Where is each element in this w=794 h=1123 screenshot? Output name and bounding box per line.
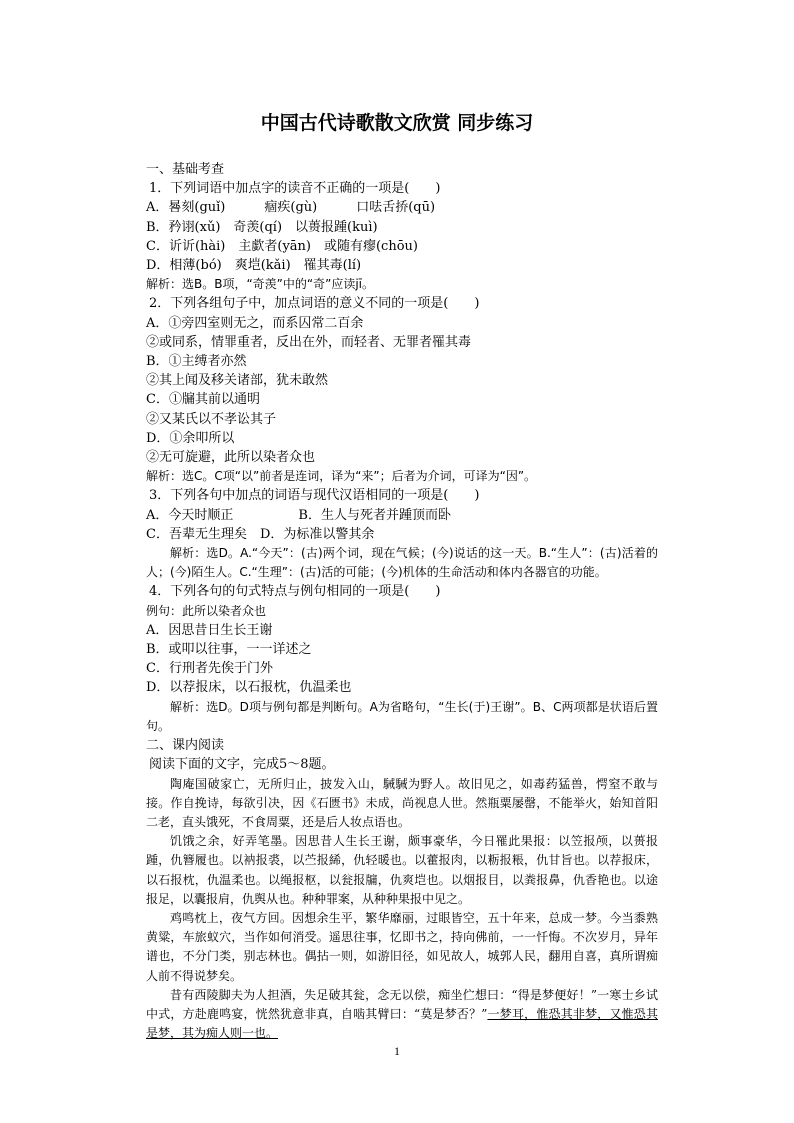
- analysis-line: 解析：选C。C项“以”前者是连词，译为“来”；后者为介词，可译为“因”。: [146, 469, 537, 484]
- passage-paragraph: 鸡鸣枕上，夜气方回。因想余生平，繁华靡丽，过眼皆空，五十年来，总成一梦。今当黍熟黄粱，车旅蚁穴，当作如何消受。遥思往事，忆即书之，持向佛前，一一忏悔。不次岁月，异年谱也，不分门类，别志林也。偶拈一则，如游旧径，如见故人，城郭人民，翻用自喜，真所谓痴人前不得说梦矣。: [146, 910, 658, 983]
- passage-paragraph: 陶庵国破家亡，无所归止，披发入山，駴駴为野人。故旧见之，如毒药猛兽，愕窒不敢与接。作自挽诗，每欲引决，因《石匮书》未成，尚视息人世。然瓶粟屡罄，不能举火，始知首阳二老，直头饿死，不食周粟，还是后人妆点语也。: [146, 776, 658, 829]
- option-line: B．①主缚者亦然: [146, 354, 247, 370]
- option-line: A．因思昔日生长王谢: [146, 622, 273, 638]
- option-line: ②或同系，情罪重者，反出在外，而轻者、无罪者罹其毒: [146, 334, 472, 350]
- question-line: 2．下列各组句子中，加点词语的意义不同的一项是( ): [149, 296, 480, 312]
- section-heading: 一、基础考查: [146, 162, 225, 177]
- section-heading: 二、课内阅读: [146, 738, 225, 754]
- document-body: [146, 160, 658, 1043]
- question-line: 1．下列词语中加点字的读音不正确的一项是( ): [149, 181, 441, 197]
- option-line: A．①旁四室则无之，而系囚常二百余: [146, 315, 364, 331]
- analysis-paragraph: 解析：选D。D项与例句都是判断句。A为省略句，“生长(于)王谢”。B、C两项都是状语后置句。: [146, 699, 658, 733]
- option-line: ②又某氏以不孝讼其子: [146, 411, 277, 427]
- option-line: C．行刑者先俟于门外: [146, 661, 273, 677]
- option-line: C．①牖其前以通明: [146, 392, 260, 408]
- option-line: ②无可旋避，此所以染者众也: [146, 450, 316, 466]
- option-line: ②其上闻及移关诸部，犹未敢然: [146, 373, 329, 389]
- option-line: A．今天时顺正 B．生人与死者并踵顶而卧: [146, 507, 451, 523]
- passage-paragraph: [146, 986, 658, 1044]
- question-line: 4．下列各句的句式特点与例句相同的一项是( ): [149, 584, 441, 600]
- page-title: 中国古代诗歌散文欣赏 同步练习: [260, 112, 534, 134]
- option-line: A．晷刻(guǐ) 痼疾(gù) 口呿舌挢(qū): [146, 200, 436, 216]
- page-number: 1: [394, 1044, 400, 1058]
- option-line: B．矜诩(xǔ) 奇羡(qí) 以蒉报踵(kuì): [146, 219, 378, 235]
- passage-paragraph: 饥饿之余，好弄笔墨。因思昔人生长王谢，颇事豪华，今日罹此果报：以笠报颅，以蒉报踵，仇簪履也。以衲报裘，以苎报絺，仇轻暖也。以藿报肉，以粝报粻，仇甘旨也。以荐报床，以石报枕，仇温柔也。以绳报枢，以瓮报牖，仇爽垲也。以烟报目，以粪报鼻，仇香艳也。以途报足，以囊报肩，仇舆从也。种种罪案，从种种果报中见之。: [146, 834, 658, 906]
- analysis-paragraph: 解析：选D。A.“今天”：(古)两个词，现在气候；(今)说话的这一天。B.“生人”：(古)活着的人；(今)陌生人。C.“生理”：(古)活的可能；(今)机体的生命活动和体内各器官的功能。: [146, 546, 658, 580]
- underlined-sentence: 一梦耳，惟恐其非梦，又惟恐其是梦，其为痴人则一也。: [146, 1006, 658, 1041]
- option-line: B．或叩以往事，一一详述之: [146, 642, 312, 658]
- option-line: C．吾辈无生理矣 D．为标准以警其余: [146, 526, 375, 542]
- analysis-line: 解析：选B。B项，“奇羡”中的“奇”应读jī。: [146, 277, 375, 292]
- option-line: D．以荐报床，以石报枕，仇温柔也: [146, 680, 352, 696]
- reading-instruction: 阅读下面的文字，完成5～8题。: [149, 757, 335, 773]
- option-line: D．①余叩所以: [146, 430, 235, 446]
- option-line: D．相薄(bó) 爽垲(kǎi) 罹其毒(lí): [146, 258, 362, 274]
- example-sentence: 例句：此所以染者众也: [146, 603, 267, 618]
- option-line: C．䜣䜣(hài) 主歔者(yān) 或随有瘳(chōu): [146, 238, 418, 254]
- question-line: 3．下列各句中加点的词语与现代汉语相同的一项是( ): [149, 488, 480, 504]
- passage-text: 昔有西陵脚夫为人担酒，失足破其瓮，念无以偿，痴坐伫想曰：“得是梦便好！”一寒士乡试中式，方赴鹿鸣宴，恍然犹意非真，自啮其臂曰：“莫是梦否？”: [146, 987, 658, 1021]
